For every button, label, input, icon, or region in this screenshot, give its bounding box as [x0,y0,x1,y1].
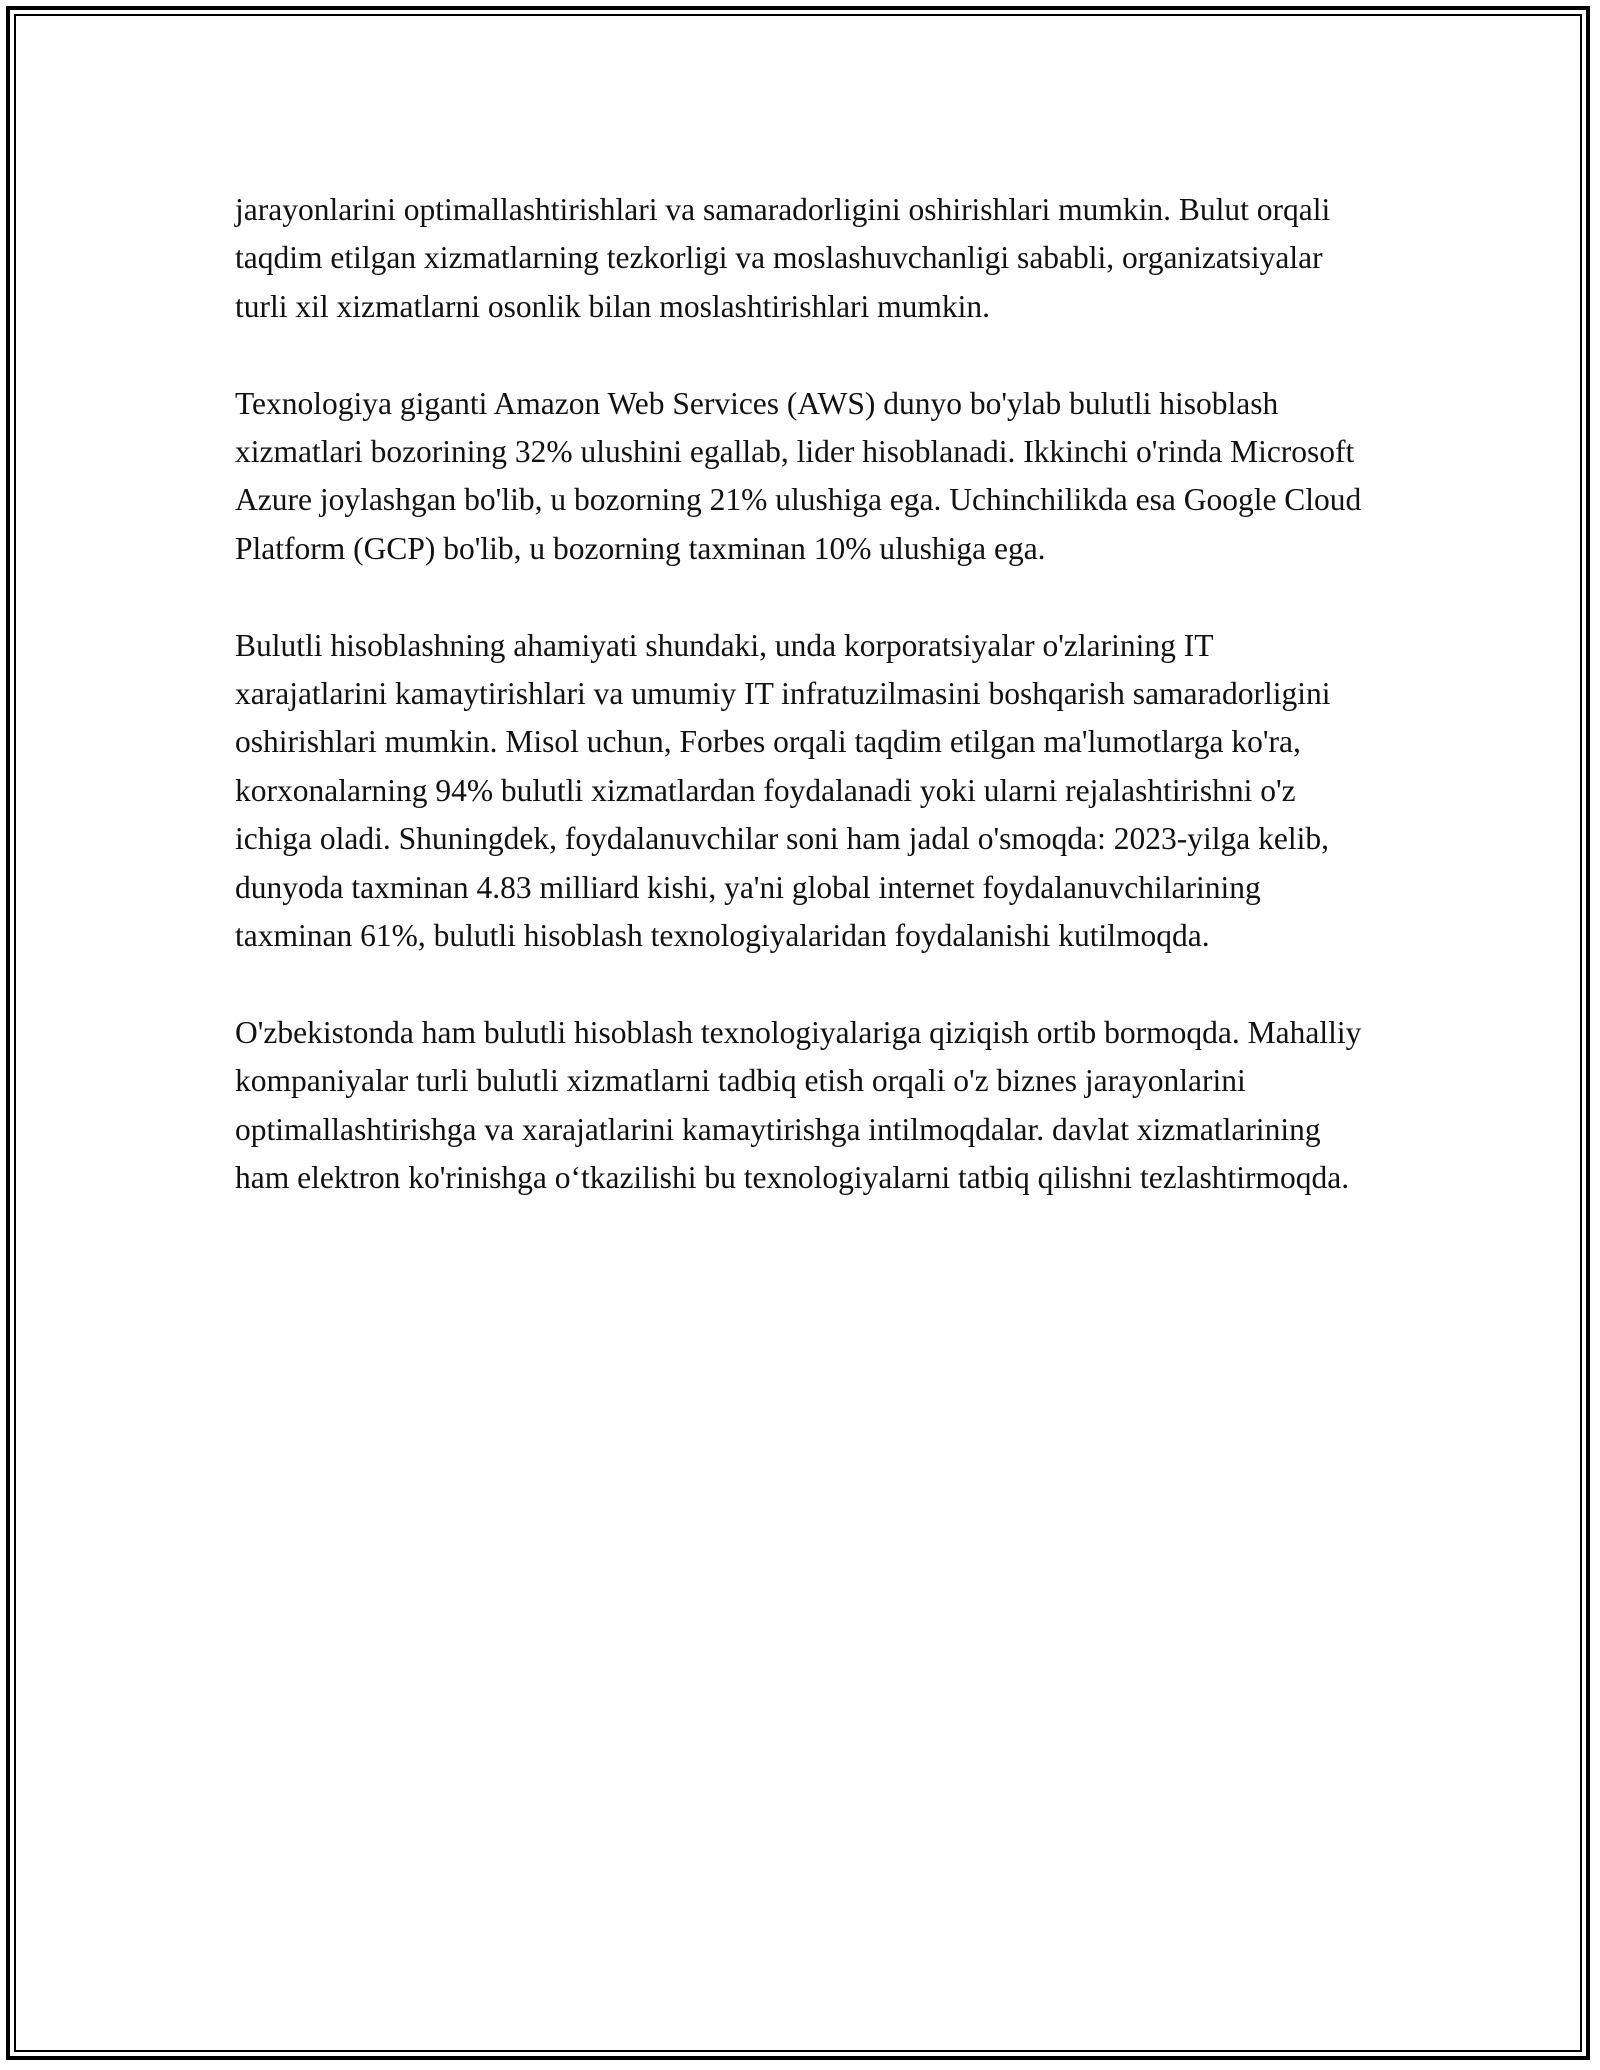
document-body [235,186,1365,1251]
paragraph-4: O'zbekistonda ham bulutli hisoblash texnologiyalariga qiziqish ortib bormoqda. Mahalliy kompaniyalar turli bulutli xizmatlarni tadbiq etish orqali o'z biznes jarayonlarini optimallashtirishga va xarajatlarini kamaytirishga intilmoqdalar. davlat xizmatlarining ham elektron ko'rinishga o‘tkazilishi bu texnologiyalarni tatbiq qilishni tezlashtirmoqda. [235,1014,1362,1196]
paragraph-2: Texnologiya giganti Amazon Web Services (AWS) dunyo bo'ylab bulutli hisoblash xizmatlari bozorining 32% ulushini egallab, lider hisoblanadi. Ikkinchi o'rinda Microsoft Azure joylashgan bo'lib, u bozorning 21% ulushiga ega. Uchinchilikda esa Google Cloud Platform (GCP) bo'lib, u bozorning taxminan 10% ulushiga ega. [235,385,1362,566]
paragraph-3: Bulutli hisoblashning ahamiyati shundaki, unda korporatsiyalar o'zlarining IT xarajatlarini kamaytirishlari va umumiy IT infratuzilmasini boshqarish samaradorligini oshirishlari mumkin. Misol uchun, Forbes orqali taqdim etilgan ma'lumotlarga ko'ra, korxonalarning 94% bulutli xizmatlardan foydalanadi yoki ularni rejalashtirishni o'z ichiga oladi. Shuningdek, foydalanuvchilar soni ham jadal o'smoqda: 2023-yilga kelib, dunyoda taxminan 4.83 milliard kishi, ya'ni global internet foydalanuvchilarining taxminan 61%, bulutli hisoblash texnologiyalaridan foydalanishi kutilmoqda. [235,627,1331,954]
paragraph-1: jarayonlarini optimallashtirishlari va samaradorligini oshirishlari mumkin. Bulut orqali taqdim etilgan xizmatlarning tezkorligi va moslashuvchanligi sababli, organizatsiyalar turli xil xizmatlarni osonlik bilan moslashtirishlari mumkin. [235,192,1331,324]
